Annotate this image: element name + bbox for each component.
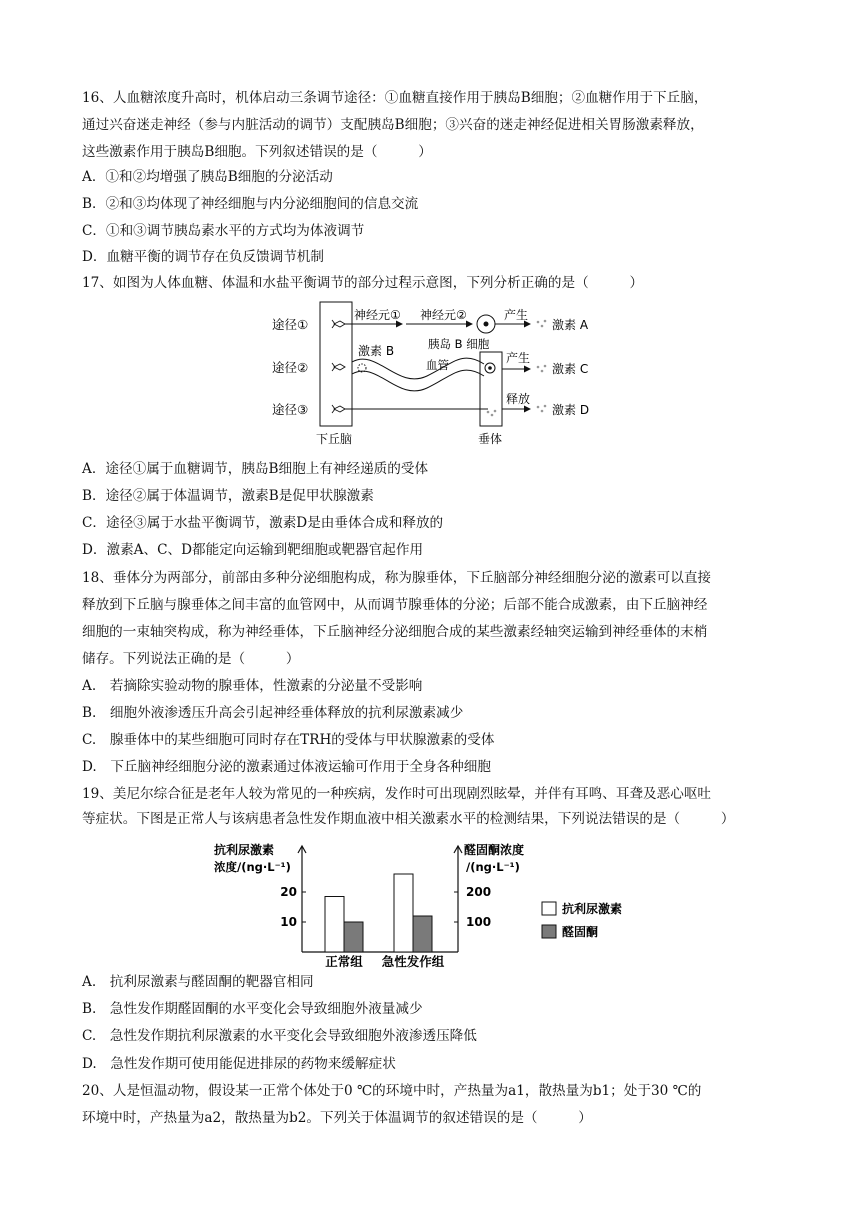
q16-stem-line2: 通过兴奋迷走神经（参与内脏活动的调节）支配胰岛B细胞；③兴奋的迷走神经促进相关胃肠激素释放， [82,117,704,133]
q17-option-a: A．途径①属于血糖调节，胰岛B细胞上有神经递质的受体 [82,461,429,477]
neuron-symbol-2 [332,363,345,371]
left-tick-label: 10 [280,915,297,929]
neuron2-label: 神经元② [420,308,467,322]
hormone-b-label: 激素 B [358,344,395,358]
q18-stem-line2: 释放到下丘脑与腺垂体之间丰富的血管网中，从而调节腺垂体的分泌；后部不能合成激素，由下丘脑神经 [82,597,708,613]
right-axis-title-2: /(ng·L⁻¹) [466,860,520,874]
category-label: 正常组 [325,954,363,969]
q20-stem-line2: 环境中时，产热量为a2，散热量为b2。下列关于体温调节的叙述错误的是（ ） [82,1110,592,1126]
q19-option-c: C. 急性发作期抗利尿激素的水平变化会导致细胞外液渗透压降低 [82,1028,477,1044]
left-tick-label: 20 [280,885,297,899]
q17-option-d: D．激素A、C、D都能定向运输到靶细胞或靶器官起作用 [82,542,424,558]
legend-swatch-adh [542,902,556,915]
produce2-label: 产生 [506,351,531,365]
q19-stem-line2: 等症状。下图是正常人与该病患者急性发作期血液中相关激素水平的检测结果，下列说法错误的是（ ） [82,811,735,827]
q17-option-c: C．途径③属于水盐平衡调节，激素D是由垂体合成和释放的 [82,515,444,531]
q19-option-b: B. 急性发作期醛固酮的水平变化会导致细胞外液量减少 [82,1001,423,1017]
category-label: 急性发作组 [381,954,445,969]
q18-stem-line1: 18、垂体分为两部分，前部由多种分泌细胞构成，称为腺垂体，下丘脑部分神经细胞分泌的激素可以直接 [82,570,712,586]
q18-stem-line4: 储存。下列说法正确的是（ ） [82,651,300,667]
q16-stem-line1: 16、人血糖浓度升高时，机体启动三条调节途径：①血糖直接作用于胰岛B细胞；②血糖作用于下丘脑， [82,90,708,106]
chart-categories [325,954,445,969]
q16-option-b: B．②和③均体现了神经细胞与内分泌细胞间的信息交流 [82,196,419,212]
q19-option-a: A. 抗利尿激素与醛固酮的靶器官相同 [82,974,314,990]
right-axis-title-1: 醛固酮浓度 [464,843,525,857]
route2-label: 途径② [272,360,309,375]
left-axis-title-1: 抗利尿激素 [214,843,275,857]
regulation-diagram [262,300,612,452]
legend-label-adh: 抗利尿激素 [562,902,623,916]
q16-option-a: A．①和②均增强了胰岛B细胞的分泌活动 [82,169,333,185]
islet-b-label: 胰岛 B 细胞 [428,337,490,351]
left-axis-title-2: 浓度/(ng·L⁻¹) [214,860,291,874]
route1-label: 途径① [272,317,309,332]
blood-vessel-bottom [352,370,484,391]
pituitary-label: 垂体 [478,432,503,446]
hormone-d-label: 激素 D [552,403,590,417]
q18-option-b: B. 细胞外液渗透压升高会引起神经垂体释放的抗利尿激素减少 [82,705,464,721]
q18-option-a: A. 若摘除实验动物的腺垂体，性激素的分泌量不受影响 [82,678,423,694]
q18-stem-line3: 细胞的一束轴突构成，称为神经垂体，下丘脑神经分泌细胞合成的某些激素经轴突运输到神经垂体的末梢 [82,624,708,640]
q18-option-c: C. 腺垂体中的某些细胞可同时存在TRH的受体与甲状腺激素的受体 [82,732,495,748]
right-tick-label: 100 [466,915,492,929]
q16-stem-line3: 这些激素作用于胰岛B细胞。下列叙述错误的是（ ） [82,144,432,160]
q17-option-b: B．途径②属于体温调节，激素B是促甲状腺激素 [82,488,374,504]
neuron-symbol-3 [332,405,345,413]
chart-bars [325,874,432,952]
chart-axes [280,846,491,952]
hormone-a-label: 激素 A [552,318,589,332]
q16-option-c: C．①和③调节胰岛素水平的方式均为体液调节 [82,223,365,239]
hormone-bar-chart [212,840,672,970]
blood-vessel-top [352,358,484,379]
release-label: 释放 [506,392,531,406]
legend-swatch-aldosterone [542,925,556,938]
bar-aldosterone-1 [413,916,432,952]
neuron1-label: 神经元① [354,308,401,322]
bar-aldosterone-0 [344,922,363,952]
q18-option-d: D. 下丘脑神经细胞分泌的激素通过体液运输可作用于全身各种细胞 [82,759,491,775]
route3-label: 途径③ [272,402,309,417]
hormone-c-label: 激素 C [552,362,589,376]
vessel-label: 血管 [426,358,449,372]
q17-stem-line1: 17、如图为人体血糖、体温和水盐平衡调节的部分过程示意图，下列分析正确的是（ ） [82,275,644,291]
bar-adh-0 [325,897,344,953]
q19-option-d: D. 急性发作期可使用能促进排尿的药物来缓解症状 [82,1056,396,1072]
bar-adh-1 [394,874,413,952]
right-tick-label: 200 [466,885,492,899]
q16-option-d: D．血糖平衡的调节存在负反馈调节机制 [82,249,324,265]
produce1-label: 产生 [504,308,529,322]
legend-label-aldosterone: 醛固酮 [562,925,599,939]
q20-stem-line1: 20、人是恒温动物，假设某一正常个体处于0 ℃的环境中时，产热量为a1，散热量为b1；处于30 ℃的 [82,1083,702,1099]
hypothalamus-label: 下丘脑 [316,432,353,446]
q19-stem-line1: 19、美尼尔综合征是老年人较为常见的一种疾病，发作时可出现剧烈眩晕，并伴有耳鸣、耳聋及恶心呕吐 [82,786,712,802]
hypothalamus-box [320,302,352,426]
neuron-symbol-1 [332,320,345,328]
